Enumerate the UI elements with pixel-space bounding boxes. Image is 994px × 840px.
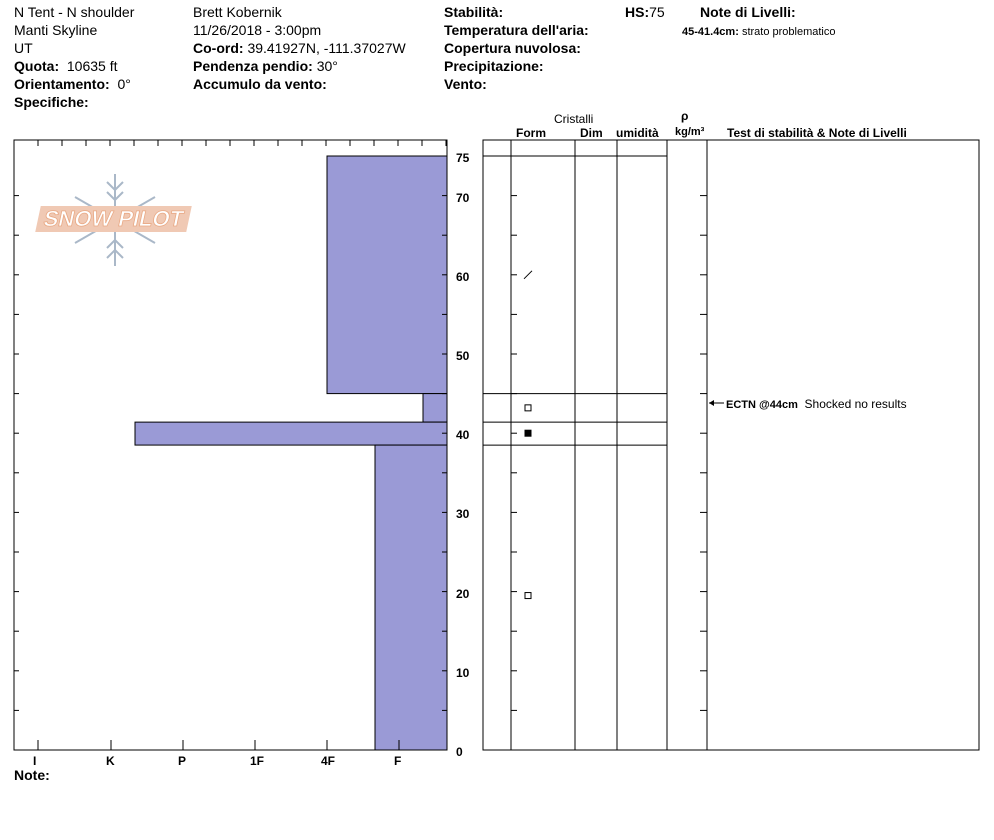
x-tick-label: 4F (321, 754, 336, 768)
test-arrow-icon (709, 400, 724, 406)
form-header: Form (516, 126, 546, 140)
y-tick-label: 0 (456, 745, 463, 759)
notes-label: Note: (14, 767, 50, 783)
elevation-label: Quota: (14, 58, 60, 74)
y-tick-label: 40 (456, 428, 470, 442)
aspect-label: Orientamento: (14, 76, 110, 92)
snowpilot-logo: SNOW PILOT (35, 206, 192, 232)
layer-bar (135, 422, 447, 445)
size-header: Dim (580, 126, 603, 140)
coords-value: 39.41927N, -111.37027W (247, 40, 406, 56)
y-tick-label: 75 (456, 151, 470, 165)
crystals-header: Cristalli (554, 112, 594, 126)
y-tick-label: 60 (456, 270, 470, 284)
stability-label: Stabilità: (444, 4, 504, 20)
tests-header: Test di stabilità & Note di Livelli (727, 126, 907, 140)
density-unit-header: kg/m³ (675, 126, 705, 138)
x-tick-label: I (33, 754, 37, 768)
coords-label: Co-ord: (193, 40, 244, 56)
layer-bar (375, 445, 447, 750)
x-tick-label: 1F (250, 754, 265, 768)
decomposing-icon (524, 271, 532, 279)
test-code: ECTN @44cm (726, 399, 798, 411)
slope-label: Pendenza pendio: (193, 58, 313, 74)
wind-loading-label: Accumulo da vento: (193, 76, 327, 92)
x-tick-label: F (394, 754, 402, 768)
elevation-value: 10635 ft (66, 58, 118, 74)
layer-note-text: strato problematico (741, 26, 836, 38)
y-tick-label: 50 (456, 349, 470, 363)
range-name: Manti Skyline (14, 22, 98, 38)
rho-header: ρ (681, 109, 689, 123)
layer-notes-label: Note di Livelli: (700, 4, 796, 20)
x-tick-label: P (178, 754, 187, 768)
air-temp-label: Temperatura dell'aria: (444, 22, 589, 38)
hs-label: HS: (625, 4, 650, 20)
location-name: N Tent - N shoulder (14, 4, 135, 20)
y-tick-label: 10 (456, 666, 470, 680)
layer-bar (423, 394, 447, 423)
moisture-header: umidità (616, 126, 659, 140)
test-result (726, 396, 907, 413)
cloud-cover-label: Copertura nuvolosa: (444, 40, 581, 56)
layer-bar (327, 156, 447, 394)
y-tick-label: 30 (456, 507, 470, 521)
x-tick-label: K (106, 754, 115, 768)
specifics-label: Specifiche: (14, 94, 89, 110)
observation-datetime: 11/26/2018 - 3:00pm (193, 22, 322, 38)
crystal-symbols (524, 271, 532, 599)
layer-bars (135, 156, 447, 750)
state-name: UT (14, 40, 33, 56)
faceted-rounded-icon (525, 430, 531, 436)
aspect-value: 0° (117, 76, 131, 92)
slope-value: 30° (316, 58, 338, 74)
layer-note-range: 45-41.4cm: (682, 26, 739, 38)
observer-name: Brett Kobernik (193, 4, 282, 20)
precipitation-label: Precipitazione: (444, 58, 544, 74)
y-tick-label: 20 (456, 587, 470, 601)
wind-label: Vento: (444, 76, 487, 92)
hs-value: 75 (649, 4, 665, 20)
faceted-icon (525, 593, 531, 599)
faceted-icon (525, 405, 531, 411)
test-comment: Shocked no results (804, 397, 907, 411)
y-tick-label: 70 (456, 191, 470, 205)
